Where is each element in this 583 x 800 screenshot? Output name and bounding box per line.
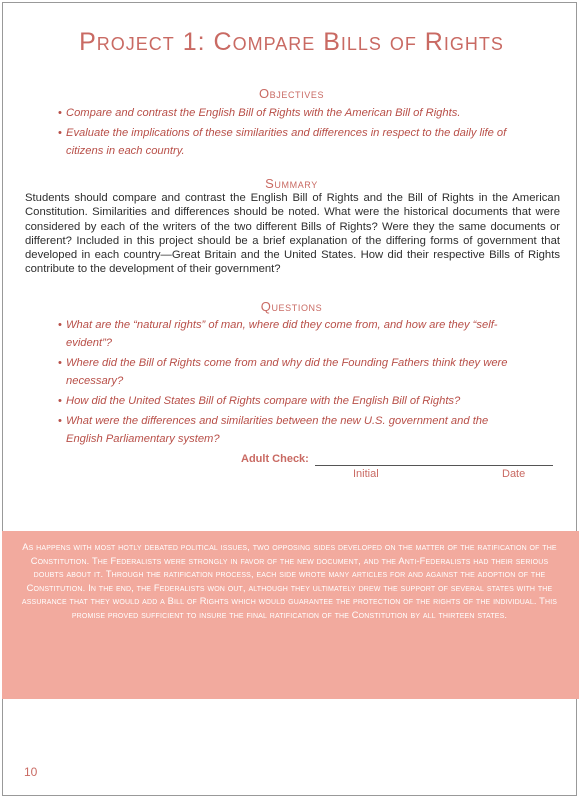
adult-check-label: Adult Check: <box>241 453 309 465</box>
summary-text: Students should compare and contrast the English Bill of Rights and the Bill of Rights in the American Constitution. Similarities and differences should be noted. What were the historical documents that were considered by each of the writers of the two different Bills of Rights? Were they the same documents or different? Included in this project should be a brief explanation of the differing forms of government that developed in each country—Great Britain and the United States. How did their respective Bills of Rights contribute to the development of their government? <box>25 192 560 276</box>
objective-item: • Compare and contrast the English Bill of Rights with the American Bill of Rights. <box>58 104 528 122</box>
page-title: Project 1: Compare Bills of Rights <box>79 28 504 56</box>
question-item: • Where did the Bill of Rights come from and why did the Founding Fathers think they were necessary? <box>58 354 528 390</box>
page-number: 10 <box>24 765 38 779</box>
adult-check-signature-line[interactable] <box>315 465 553 466</box>
questions-heading: Questions <box>260 299 323 314</box>
question-item: • How did the United States Bill of Rights compare with the English Bill of Rights? <box>58 392 528 410</box>
date-label: Date <box>502 468 526 480</box>
objectives-list <box>58 104 528 162</box>
question-item: • What are the “natural rights” of man, where did they come from, and how are they “self-evident”? <box>58 316 528 352</box>
objective-item: • Evaluate the implications of these similarities and differences in respect to the daily life of citizens in each country. <box>58 124 528 160</box>
objectives-heading: Objectives <box>258 86 325 101</box>
summary-heading: Summary <box>265 176 318 191</box>
initial-label: Initial <box>353 468 379 480</box>
questions-list <box>58 316 528 450</box>
question-item: • What were the differences and similarities between the new U.S. government and the English Parliamentary system? <box>58 412 528 448</box>
callout-text: As happens with most hotly debated political issues, two opposing sides developed on the matter of the ratification of the Constitution. The Federalists were strongly in favor of the new document, and the Anti-Federalists had their serious doubts about it. Through the ratification process, each side wrote many articles for and against the adoption of the Constitution. In the end, the Federalists won out, although they ultimately drew the support of several states with the assurance that they would add a Bill of Rights which would guarantee the protection of the rights of the individual. This promise proved sufficient to insure the final ratification of the Constitution by all thirteen states. <box>21 542 558 620</box>
